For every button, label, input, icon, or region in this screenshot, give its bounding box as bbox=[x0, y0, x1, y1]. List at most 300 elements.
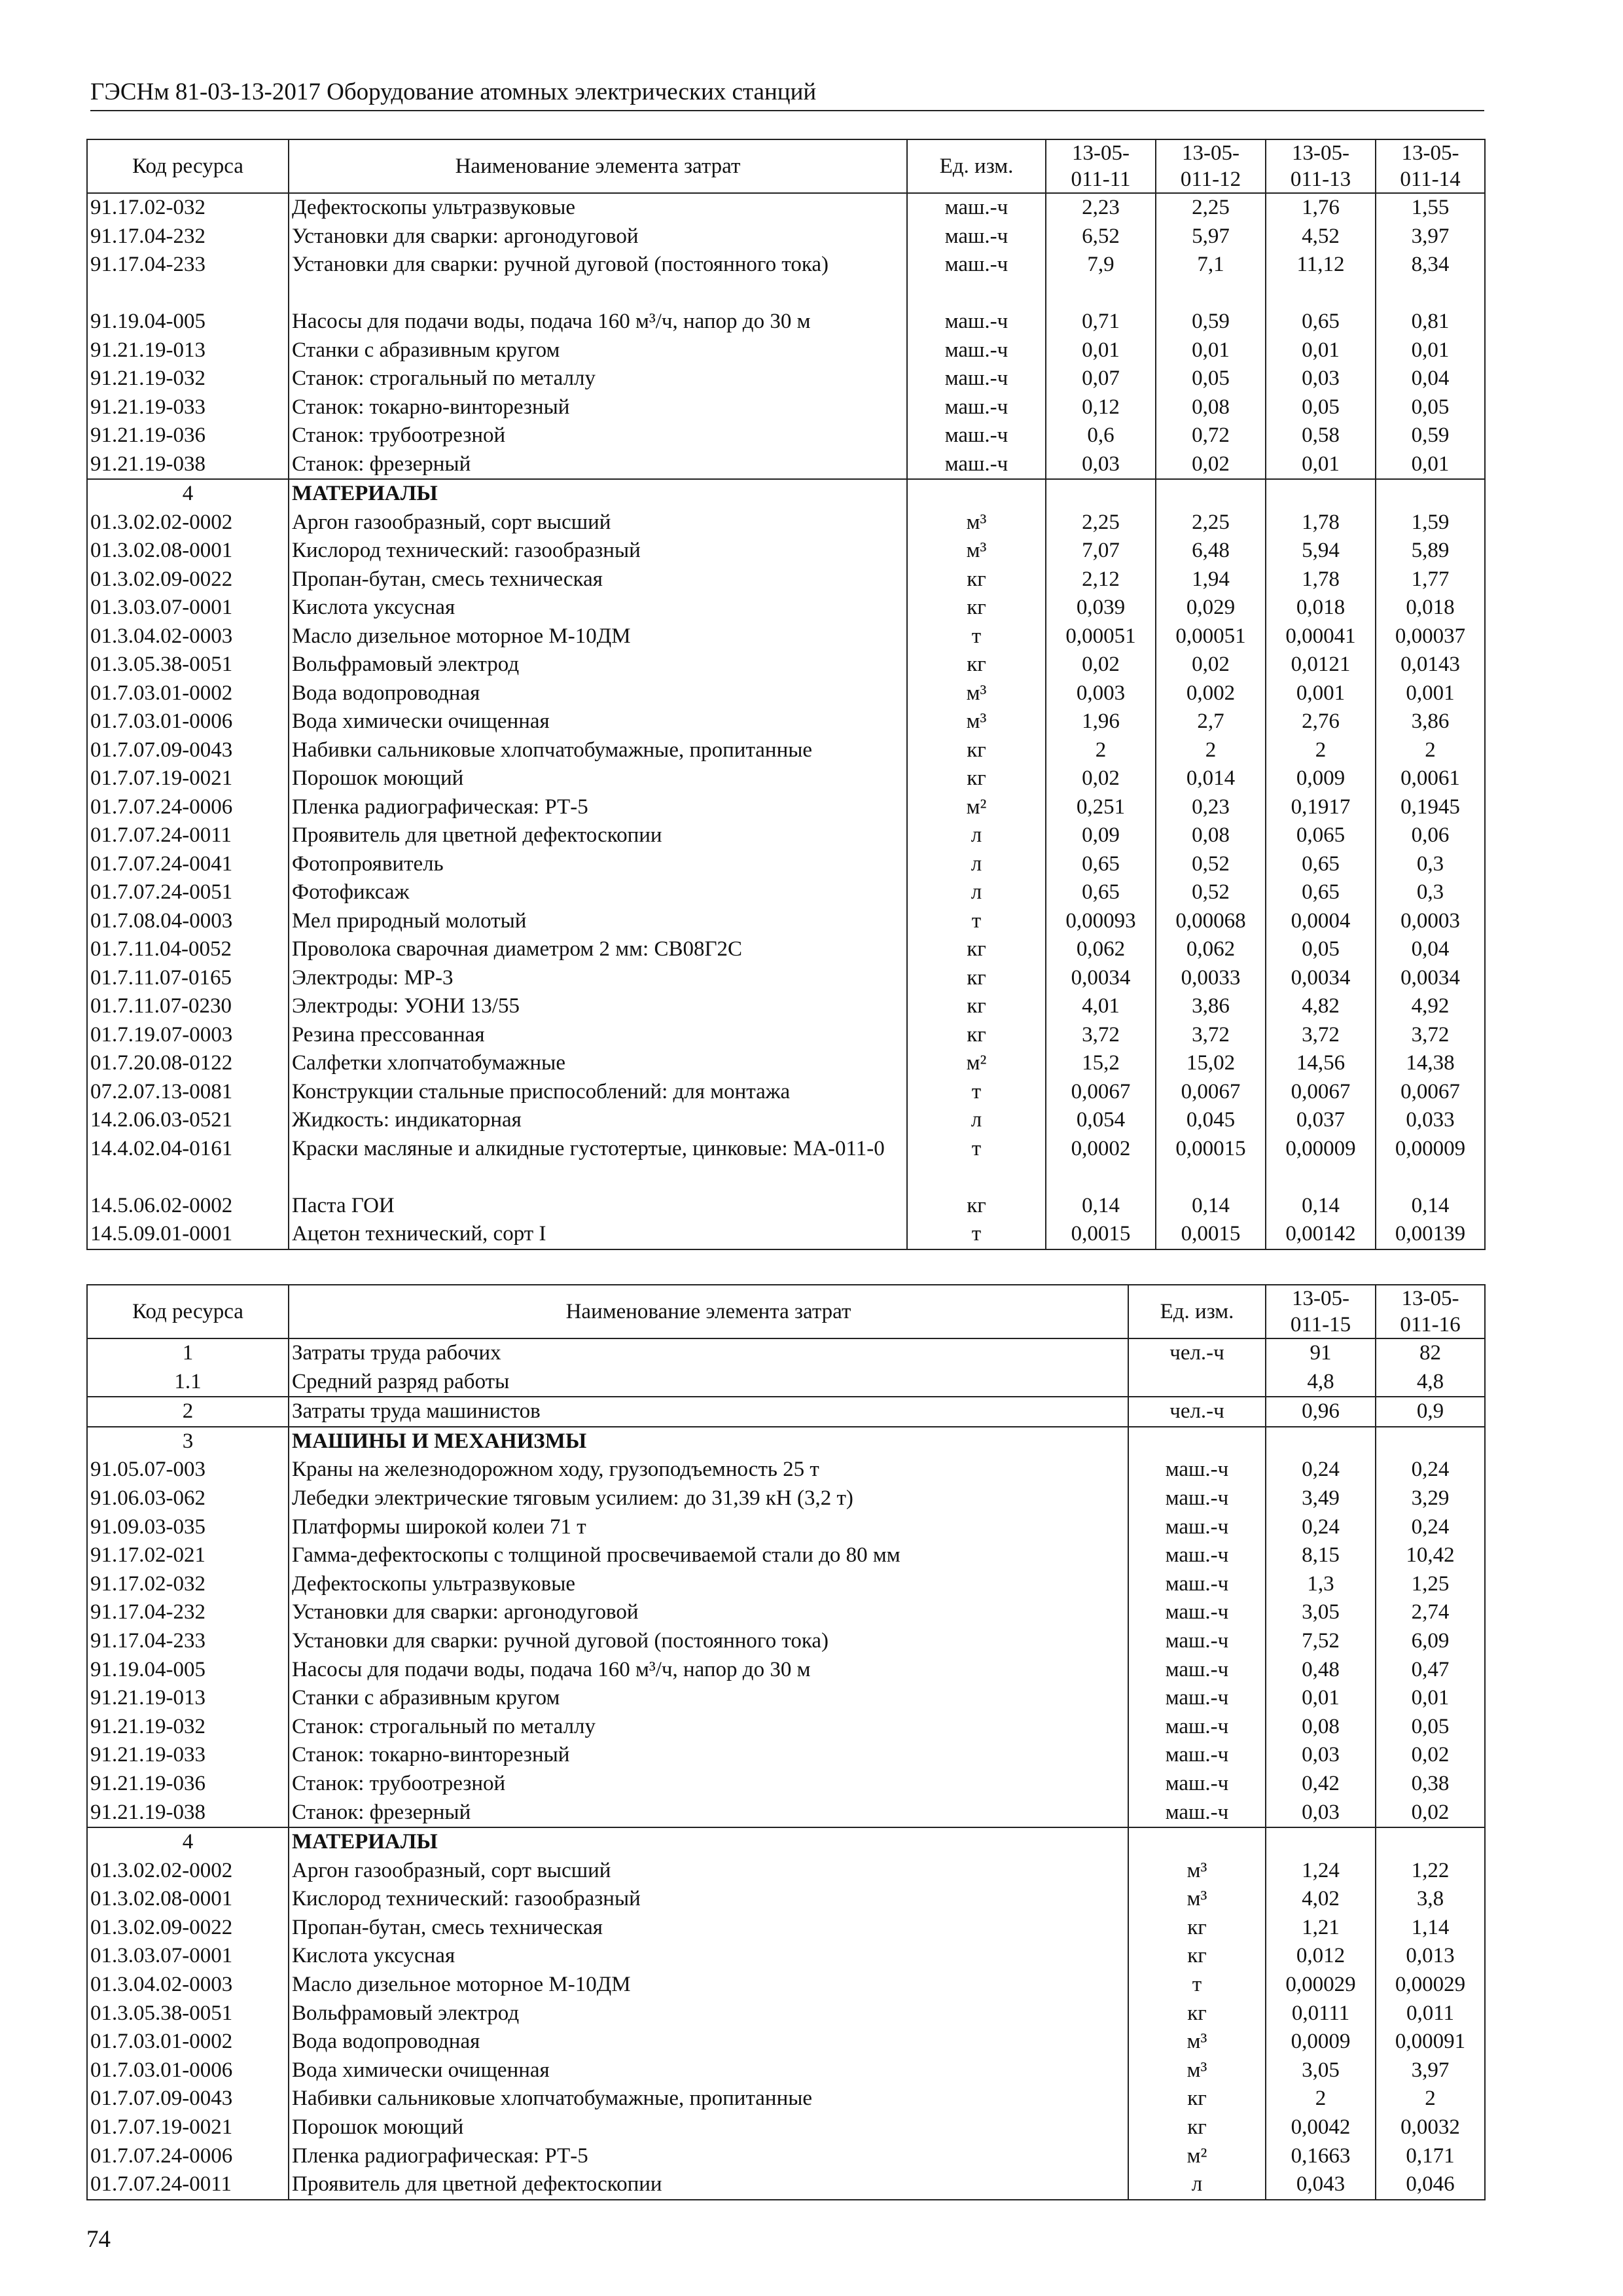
table-row bbox=[87, 365, 1485, 393]
table-row bbox=[87, 509, 1485, 537]
resource-value: 0,0003 bbox=[1376, 907, 1485, 936]
table-row bbox=[87, 821, 1485, 850]
resource-unit: м² bbox=[1128, 2142, 1266, 2171]
resource-code: 01.7.11.07-0165 bbox=[87, 964, 289, 993]
resource-unit: кг bbox=[907, 764, 1046, 793]
resource-value: 2,23 bbox=[1046, 193, 1156, 223]
resource-unit: л bbox=[907, 1106, 1046, 1135]
resource-value bbox=[1376, 1827, 1485, 1857]
resource-code: 3 bbox=[87, 1427, 289, 1456]
resource-unit: кг bbox=[907, 1021, 1046, 1050]
resource-code: 01.3.05.38-0051 bbox=[87, 651, 289, 679]
resource-value: 2,25 bbox=[1156, 509, 1266, 537]
resource-name: Фотофиксаж bbox=[289, 878, 907, 907]
resource-value: 15,02 bbox=[1156, 1049, 1266, 1078]
resource-code: 01.7.07.19-0021 bbox=[87, 764, 289, 793]
resource-value: 0,42 bbox=[1266, 1770, 1376, 1799]
resource-value: 7,9 bbox=[1046, 251, 1156, 308]
resource-unit: чел.-ч bbox=[1128, 1338, 1266, 1368]
resource-value: 0,08 bbox=[1156, 393, 1266, 422]
resource-name: Паста ГОИ bbox=[289, 1192, 907, 1221]
document-header: ГЭСНм 81-03-13-2017 Оборудование атомных электрических станций bbox=[90, 77, 1484, 111]
resource-unit: м² bbox=[907, 1049, 1046, 1078]
resource-name: Вольфрамовый электрод bbox=[289, 2000, 1128, 2028]
resource-code: 01.3.03.07-0001 bbox=[87, 594, 289, 622]
table-row bbox=[87, 1885, 1485, 1914]
table-row bbox=[87, 1135, 1485, 1192]
header-unit: Ед. изм. bbox=[1128, 1285, 1266, 1338]
header-col: 13-05- 011-13 bbox=[1266, 139, 1376, 193]
resource-code: 14.5.09.01-0001 bbox=[87, 1220, 289, 1249]
resource-value: 0,00142 bbox=[1266, 1220, 1376, 1249]
resource-value: 3,29 bbox=[1376, 1484, 1485, 1513]
table-row bbox=[87, 935, 1485, 964]
resource-value: 0,171 bbox=[1376, 2142, 1485, 2171]
resource-unit: кг bbox=[907, 565, 1046, 594]
table-row bbox=[87, 793, 1485, 822]
resource-name: Станок: трубоотрезной bbox=[289, 1770, 1128, 1799]
table-row bbox=[87, 1338, 1485, 1368]
resource-value: 0,01 bbox=[1046, 336, 1156, 365]
table-row bbox=[87, 2056, 1485, 2085]
resource-code: 91.21.19-038 bbox=[87, 1799, 289, 1828]
resource-value: 1,24 bbox=[1266, 1857, 1376, 1886]
resource-value: 0,65 bbox=[1046, 878, 1156, 907]
header-col: 13-05- 011-16 bbox=[1376, 1285, 1485, 1338]
resource-unit: м³ bbox=[1128, 1885, 1266, 1914]
resource-value: 1,76 bbox=[1266, 193, 1376, 223]
resource-name: Платформы широкой колеи 71 т bbox=[289, 1513, 1128, 1542]
resource-name: Кислород технический: газообразный bbox=[289, 537, 907, 565]
resource-name: МАШИНЫ И МЕХАНИЗМЫ bbox=[289, 1427, 1128, 1456]
resource-code: 01.3.02.08-0001 bbox=[87, 537, 289, 565]
resource-value: 3,49 bbox=[1266, 1484, 1376, 1513]
resource-code: 01.3.03.07-0001 bbox=[87, 1942, 289, 1971]
resource-unit: маш.-ч bbox=[1128, 1627, 1266, 1656]
resource-name: Вода водопроводная bbox=[289, 2028, 1128, 2056]
resource-value: 14,38 bbox=[1376, 1049, 1485, 1078]
resource-unit bbox=[907, 479, 1046, 509]
resource-name: Станок: трубоотрезной bbox=[289, 422, 907, 450]
resource-name: Мел природный молотый bbox=[289, 907, 907, 936]
resource-code: 91.21.19-013 bbox=[87, 336, 289, 365]
table-row bbox=[87, 1799, 1485, 1828]
resource-code: 01.7.03.01-0002 bbox=[87, 679, 289, 708]
resource-name: Вода водопроводная bbox=[289, 679, 907, 708]
resource-unit: маш.-ч bbox=[907, 223, 1046, 251]
resource-unit bbox=[1128, 1827, 1266, 1857]
resource-value: 0,1663 bbox=[1266, 2142, 1376, 2171]
resource-value: 4,02 bbox=[1266, 1885, 1376, 1914]
resource-code: 01.3.02.02-0002 bbox=[87, 1857, 289, 1886]
resource-unit: м² bbox=[907, 793, 1046, 822]
table-row bbox=[87, 679, 1485, 708]
resource-code: 91.17.04-232 bbox=[87, 1598, 289, 1627]
resource-code: 91.17.04-233 bbox=[87, 1627, 289, 1656]
resource-unit: кг bbox=[907, 1192, 1046, 1221]
resource-value: 15,2 bbox=[1046, 1049, 1156, 1078]
header-col: 13-05- 011-14 bbox=[1376, 139, 1485, 193]
resource-unit: м³ bbox=[907, 708, 1046, 736]
resource-value: 0,0067 bbox=[1046, 1078, 1156, 1107]
resource-code: 01.7.07.24-0006 bbox=[87, 2142, 289, 2171]
resource-value: 5,97 bbox=[1156, 223, 1266, 251]
resource-unit: кг bbox=[907, 736, 1046, 765]
resource-unit: кг bbox=[907, 651, 1046, 679]
resource-value: 3,8 bbox=[1376, 1885, 1485, 1914]
resource-value bbox=[1046, 479, 1156, 509]
resource-unit: м³ bbox=[907, 509, 1046, 537]
table-row bbox=[87, 1627, 1485, 1656]
resource-unit: кг bbox=[1128, 2000, 1266, 2028]
table-header-row bbox=[87, 139, 1485, 193]
resource-value: 0,00068 bbox=[1156, 907, 1266, 936]
resource-value: 0,02 bbox=[1376, 1799, 1485, 1828]
resource-value: 0,003 bbox=[1046, 679, 1156, 708]
resource-name: Жидкость: индикаторная bbox=[289, 1106, 907, 1135]
resource-value: 3,86 bbox=[1156, 992, 1266, 1021]
resource-value: 0,14 bbox=[1376, 1192, 1485, 1221]
resource-name: Вода химически очищенная bbox=[289, 708, 907, 736]
resource-unit: чел.-ч bbox=[1128, 1397, 1266, 1427]
resource-value: 0,00029 bbox=[1376, 1971, 1485, 2000]
resource-value: 2 bbox=[1046, 736, 1156, 765]
resource-value: 0,08 bbox=[1156, 821, 1266, 850]
resource-value: 0,018 bbox=[1266, 594, 1376, 622]
resource-value: 0,062 bbox=[1046, 935, 1156, 964]
table-row bbox=[87, 1484, 1485, 1513]
resource-value: 1,96 bbox=[1046, 708, 1156, 736]
resource-value: 0,14 bbox=[1266, 1192, 1376, 1221]
resource-value: 0,24 bbox=[1266, 1456, 1376, 1484]
resource-unit: л bbox=[907, 821, 1046, 850]
resource-value: 0,013 bbox=[1376, 1942, 1485, 1971]
resource-value: 7,1 bbox=[1156, 251, 1266, 308]
resource-unit: м³ bbox=[1128, 2056, 1266, 2085]
page-number: 74 bbox=[86, 2226, 111, 2253]
resource-value: 0,24 bbox=[1376, 1456, 1485, 1484]
resource-value: 0,05 bbox=[1266, 935, 1376, 964]
resource-name: Кислород технический: газообразный bbox=[289, 1885, 1128, 1914]
resource-code: 91.09.03-035 bbox=[87, 1513, 289, 1542]
resource-table-1 bbox=[86, 139, 1486, 1250]
resource-value: 1,94 bbox=[1156, 565, 1266, 594]
header-col: 13-05- 011-15 bbox=[1266, 1285, 1376, 1338]
resource-value bbox=[1266, 1427, 1376, 1456]
resource-value: 0,0034 bbox=[1266, 964, 1376, 993]
table-row bbox=[87, 1741, 1485, 1770]
resource-value: 11,12 bbox=[1266, 251, 1376, 308]
resource-value: 0,0067 bbox=[1376, 1078, 1485, 1107]
resource-name: Затраты труда машинистов bbox=[289, 1397, 1128, 1427]
resource-value: 0,001 bbox=[1376, 679, 1485, 708]
table-row bbox=[87, 708, 1485, 736]
resource-name: Станок: фрезерный bbox=[289, 1799, 1128, 1828]
resource-name: Гамма-дефектоскопы с толщиной просвечиваемой стали до 80 мм bbox=[289, 1541, 1128, 1570]
resource-code: 91.21.19-032 bbox=[87, 365, 289, 393]
table-row bbox=[87, 1192, 1485, 1221]
resource-value: 0,02 bbox=[1376, 1741, 1485, 1770]
resource-unit: маш.-ч bbox=[1128, 1598, 1266, 1627]
resource-unit: маш.-ч bbox=[1128, 1513, 1266, 1542]
resource-name: Конструкции стальные приспособлений: для монтажа bbox=[289, 1078, 907, 1107]
resource-value: 0,00009 bbox=[1376, 1135, 1485, 1192]
resource-name: Станки с абразивным кругом bbox=[289, 1684, 1128, 1713]
resource-code: 01.7.07.24-0051 bbox=[87, 878, 289, 907]
resource-value: 6,52 bbox=[1046, 223, 1156, 251]
resource-name: Установки для сварки: ручной дуговой (постоянного тока) bbox=[289, 1627, 1128, 1656]
resource-value: 1,55 bbox=[1376, 193, 1485, 223]
resource-value: 0,24 bbox=[1266, 1513, 1376, 1542]
resource-value: 0,03 bbox=[1266, 1741, 1376, 1770]
resource-name: Лебедки электрические тяговым усилием: до 31,39 кН (3,2 т) bbox=[289, 1484, 1128, 1513]
resource-value: 4,01 bbox=[1046, 992, 1156, 1021]
table-row bbox=[87, 2170, 1485, 2200]
resource-value: 0,0111 bbox=[1266, 2000, 1376, 2028]
resource-value: 0,59 bbox=[1156, 308, 1266, 336]
header-code: Код ресурса bbox=[87, 1285, 289, 1338]
resource-unit: маш.-ч bbox=[907, 450, 1046, 480]
resource-name: Средний разряд работы bbox=[289, 1368, 1128, 1397]
resource-unit: л bbox=[1128, 2170, 1266, 2200]
table-row bbox=[87, 651, 1485, 679]
resource-value: 0,03 bbox=[1266, 1799, 1376, 1828]
resource-name: Станки с абразивным кругом bbox=[289, 336, 907, 365]
resource-unit: маш.-ч bbox=[907, 251, 1046, 308]
resource-unit: маш.-ч bbox=[1128, 1799, 1266, 1828]
resource-name: Масло дизельное моторное М-10ДМ bbox=[289, 1971, 1128, 2000]
resource-value: 0,02 bbox=[1156, 651, 1266, 679]
resource-name: Пропан-бутан, смесь техническая bbox=[289, 1914, 1128, 1943]
resource-table-2 bbox=[86, 1284, 1486, 2200]
table-row bbox=[87, 1049, 1485, 1078]
resource-name: Краски масляные и алкидные густотертые, цинковые: МА-011-0 bbox=[289, 1135, 907, 1192]
table-row bbox=[87, 878, 1485, 907]
resource-code: 01.3.05.38-0051 bbox=[87, 2000, 289, 2028]
resource-name: Электроды: УОНИ 13/55 bbox=[289, 992, 907, 1021]
resource-unit: кг bbox=[907, 992, 1046, 1021]
table-row bbox=[87, 308, 1485, 336]
resource-value: 2,74 bbox=[1376, 1598, 1485, 1627]
header-unit: Ед. изм. bbox=[907, 139, 1046, 193]
resource-name: Кислота уксусная bbox=[289, 594, 907, 622]
resource-value: 0,0067 bbox=[1266, 1078, 1376, 1107]
resource-value: 0,00051 bbox=[1046, 622, 1156, 651]
resource-unit: маш.-ч bbox=[1128, 1541, 1266, 1570]
header-code: Код ресурса bbox=[87, 139, 289, 193]
table-row bbox=[87, 907, 1485, 936]
table-row bbox=[87, 1368, 1485, 1397]
resource-name: Установки для сварки: ручной дуговой (постоянного тока) bbox=[289, 251, 907, 308]
resource-unit: кг bbox=[907, 964, 1046, 993]
resource-value: 0,00029 bbox=[1266, 1971, 1376, 2000]
table-row bbox=[87, 2085, 1485, 2113]
resource-value: 3,72 bbox=[1046, 1021, 1156, 1050]
resource-unit: кг bbox=[1128, 2085, 1266, 2113]
resource-value: 0,00009 bbox=[1266, 1135, 1376, 1192]
resource-code: 91.19.04-005 bbox=[87, 1656, 289, 1685]
resource-unit: маш.-ч bbox=[1128, 1570, 1266, 1599]
resource-value: 0,001 bbox=[1266, 679, 1376, 708]
table-row bbox=[87, 1770, 1485, 1799]
resource-code: 01.3.02.02-0002 bbox=[87, 509, 289, 537]
table-row bbox=[87, 764, 1485, 793]
resource-code: 01.7.07.24-0006 bbox=[87, 793, 289, 822]
resource-unit bbox=[1128, 1427, 1266, 1456]
resource-value: 91 bbox=[1266, 1338, 1376, 1368]
resource-value: 3,72 bbox=[1156, 1021, 1266, 1050]
resource-code: 01.7.11.07-0230 bbox=[87, 992, 289, 1021]
resource-value: 6,09 bbox=[1376, 1627, 1485, 1656]
resource-value: 0,05 bbox=[1376, 393, 1485, 422]
resource-value: 0,12 bbox=[1046, 393, 1156, 422]
table-row bbox=[87, 336, 1485, 365]
resource-code: 01.3.02.09-0022 bbox=[87, 1914, 289, 1943]
resource-value: 0,054 bbox=[1046, 1106, 1156, 1135]
resource-value: 0,0015 bbox=[1156, 1220, 1266, 1249]
resource-code: 4 bbox=[87, 479, 289, 509]
resource-name: МАТЕРИАЛЫ bbox=[289, 479, 907, 509]
resource-name: Дефектоскопы ультразвуковые bbox=[289, 1570, 1128, 1599]
resource-value: 3,97 bbox=[1376, 2056, 1485, 2085]
resource-value: 0,0121 bbox=[1266, 651, 1376, 679]
resource-value: 0,02 bbox=[1156, 450, 1266, 480]
resource-unit: кг bbox=[907, 935, 1046, 964]
section-row bbox=[87, 1827, 1485, 1857]
resource-name: Станок: фрезерный bbox=[289, 450, 907, 480]
resource-value: 0,033 bbox=[1376, 1106, 1485, 1135]
resource-code: 01.7.07.09-0043 bbox=[87, 736, 289, 765]
resource-value: 0,52 bbox=[1156, 850, 1266, 879]
resource-unit: кг bbox=[907, 594, 1046, 622]
resource-value: 2 bbox=[1376, 2085, 1485, 2113]
table-row bbox=[87, 1078, 1485, 1107]
resource-value: 0,018 bbox=[1376, 594, 1485, 622]
resource-name: Фотопроявитель bbox=[289, 850, 907, 879]
resource-unit: м³ bbox=[907, 679, 1046, 708]
resource-value: 0,0033 bbox=[1156, 964, 1266, 993]
resource-name: Станок: токарно-винторезный bbox=[289, 1741, 1128, 1770]
resource-value: 0,039 bbox=[1046, 594, 1156, 622]
resource-value: 1,21 bbox=[1266, 1914, 1376, 1943]
resource-value: 0,02 bbox=[1046, 651, 1156, 679]
resource-value: 0,65 bbox=[1046, 850, 1156, 879]
resource-value: 1,25 bbox=[1376, 1570, 1485, 1599]
resource-unit: маш.-ч bbox=[1128, 1684, 1266, 1713]
resource-name: Пленка радиографическая: РТ-5 bbox=[289, 2142, 1128, 2171]
header-col: 13-05- 011-11 bbox=[1046, 139, 1156, 193]
section-row bbox=[87, 1427, 1485, 1456]
resource-code: 01.7.07.24-0011 bbox=[87, 821, 289, 850]
resource-name: Вода химически очищенная bbox=[289, 2056, 1128, 2085]
table-row bbox=[87, 2000, 1485, 2028]
resource-name: МАТЕРИАЛЫ bbox=[289, 1827, 1128, 1857]
resource-value: 3,72 bbox=[1266, 1021, 1376, 1050]
resource-value: 0,65 bbox=[1266, 850, 1376, 879]
resource-value: 2,25 bbox=[1046, 509, 1156, 537]
resource-value: 0,96 bbox=[1266, 1397, 1376, 1427]
resource-name: Аргон газообразный, сорт высший bbox=[289, 509, 907, 537]
resource-value: 0,48 bbox=[1266, 1656, 1376, 1685]
resource-name: Проволока сварочная диаметром 2 мм: СВ08Г2С bbox=[289, 935, 907, 964]
resource-name: Затраты труда рабочих bbox=[289, 1338, 1128, 1368]
resource-code: 91.21.19-033 bbox=[87, 393, 289, 422]
resource-value: 0,65 bbox=[1266, 878, 1376, 907]
resource-code: 91.06.03-062 bbox=[87, 1484, 289, 1513]
resource-value: 82 bbox=[1376, 1338, 1485, 1368]
resource-value: 0,01 bbox=[1376, 1684, 1485, 1713]
resource-name: Порошок моющий bbox=[289, 764, 907, 793]
resource-value: 0,52 bbox=[1156, 878, 1266, 907]
table-row bbox=[87, 1713, 1485, 1742]
resource-unit: м³ bbox=[907, 537, 1046, 565]
resource-name: Аргон газообразный, сорт высший bbox=[289, 1857, 1128, 1886]
resource-value: 2 bbox=[1156, 736, 1266, 765]
resource-value: 3,05 bbox=[1266, 2056, 1376, 2085]
resource-value: 4,92 bbox=[1376, 992, 1485, 1021]
resource-unit: т bbox=[907, 1078, 1046, 1107]
resource-value: 2,12 bbox=[1046, 565, 1156, 594]
resource-value: 0,012 bbox=[1266, 1942, 1376, 1971]
table-row bbox=[87, 1106, 1485, 1135]
resource-code: 91.21.19-036 bbox=[87, 1770, 289, 1799]
resource-value: 0,05 bbox=[1156, 365, 1266, 393]
resource-value: 4,52 bbox=[1266, 223, 1376, 251]
resource-value: 0,14 bbox=[1156, 1192, 1266, 1221]
resource-value: 0,0042 bbox=[1266, 2113, 1376, 2142]
resource-value: 7,07 bbox=[1046, 537, 1156, 565]
resource-value: 0,1945 bbox=[1376, 793, 1485, 822]
resource-value: 3,72 bbox=[1376, 1021, 1485, 1050]
resource-name: Набивки сальниковые хлопчатобумажные, пропитанные bbox=[289, 2085, 1128, 2113]
resource-value: 0,01 bbox=[1376, 336, 1485, 365]
resource-code: 91.05.07-003 bbox=[87, 1456, 289, 1484]
resource-value: 3,05 bbox=[1266, 1598, 1376, 1627]
table-row bbox=[87, 1220, 1485, 1249]
resource-unit: маш.-ч bbox=[1128, 1484, 1266, 1513]
table-row bbox=[87, 1942, 1485, 1971]
resource-value: 0,011 bbox=[1376, 2000, 1485, 2028]
resource-name: Проявитель для цветной дефектоскопии bbox=[289, 2170, 1128, 2200]
resource-value: 0,3 bbox=[1376, 878, 1485, 907]
resource-unit: т bbox=[907, 622, 1046, 651]
resource-value: 7,52 bbox=[1266, 1627, 1376, 1656]
resource-value: 0,05 bbox=[1266, 393, 1376, 422]
resource-code: 01.7.03.01-0006 bbox=[87, 708, 289, 736]
resource-code: 1.1 bbox=[87, 1368, 289, 1397]
resource-value: 0,014 bbox=[1156, 764, 1266, 793]
resource-value: 1,77 bbox=[1376, 565, 1485, 594]
table-row bbox=[87, 450, 1485, 480]
resource-code: 01.7.07.09-0043 bbox=[87, 2085, 289, 2113]
resource-value: 0,045 bbox=[1156, 1106, 1266, 1135]
resource-value: 2 bbox=[1376, 736, 1485, 765]
resource-code: 14.4.02.04-0161 bbox=[87, 1135, 289, 1192]
section-row bbox=[87, 479, 1485, 509]
table-row bbox=[87, 1971, 1485, 2000]
resource-value: 2,25 bbox=[1156, 193, 1266, 223]
resource-unit: т bbox=[907, 1135, 1046, 1192]
resource-value: 0,06 bbox=[1376, 821, 1485, 850]
resource-name: Вольфрамовый электрод bbox=[289, 651, 907, 679]
resource-name: Станок: токарно-винторезный bbox=[289, 393, 907, 422]
table-row bbox=[87, 1656, 1485, 1685]
table-row bbox=[87, 992, 1485, 1021]
resource-name: Салфетки хлопчатобумажные bbox=[289, 1049, 907, 1078]
resource-value: 0,251 bbox=[1046, 793, 1156, 822]
resource-value: 10,42 bbox=[1376, 1541, 1485, 1570]
resource-name: Пропан-бутан, смесь техническая bbox=[289, 565, 907, 594]
